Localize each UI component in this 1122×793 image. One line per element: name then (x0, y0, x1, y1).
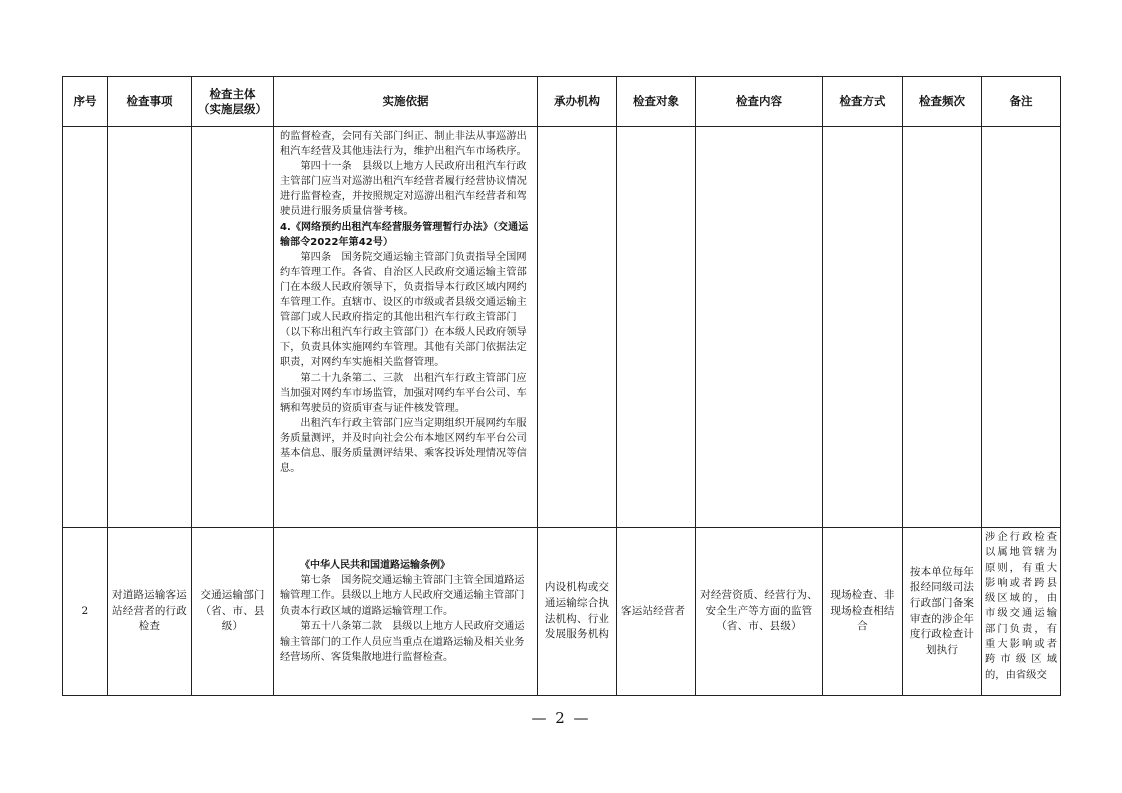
row2-basis-para-0: 第七条 国务院交通运输主管部门主管全国道路运输管理工作。县级以上地方人民政府交通运输主管部门负责本行政区域的道路运输管理工作。 (280, 574, 525, 617)
header-basis: 实施依据 (274, 77, 538, 127)
row1-basis-para-0: 的监督检查，会同有关部门纠正、制止非法从事巡游出租汽车经营及其他违法行为，维护出租汽车市场秩序。 (280, 131, 527, 158)
row1-basis-para-4: 第二十九条第二、三款 出租汽车行政主管部门应当加强对网约车市场监管，加强对网约车平台公司、车辆和驾驶员的资质审查与证件核发管理。 (280, 372, 527, 414)
row1-subject-cell (192, 127, 274, 528)
page-number: — 2 — (531, 709, 591, 727)
row1-basis-para-5: 出租汽车行政主管部门应当定期组织开展网约车服务质量测评，并及时向社会公布本地区网约车平台公司基本信息、服务质量测评结果、乘客投诉处理情况等信息。 (280, 417, 527, 475)
row1-content-cell (696, 127, 823, 528)
row1-frequency-cell (903, 127, 982, 528)
row1-item-cell (108, 127, 192, 528)
row2-item: 对道路运输客运站经营者的行政检查 (108, 528, 192, 696)
header-subject-line2: （实施层级） (198, 101, 267, 116)
table-row (63, 528, 1061, 696)
row1-basis-para-3: 第四条 国务院交通运输主管部门负责指导全国网约车管理工作。各省、自治区人民政府交通运输主管部门在本级人民政府领导下，负责指导本行政区域内网约车管理工作。直辖市、设区的市级或者县级交通运输主管部门或人民政府指定的其他出租汽车行政主管部门（以下称出租汽车行政主管部门）在本级人民政府领导下，负责具体实施网约车管理。其他有关部门依据法定职责，对网约车实施相关监督管理。 (280, 251, 527, 369)
row1-remark-cell (982, 127, 1061, 528)
header-row (63, 77, 1061, 127)
row1-agency-cell (538, 127, 617, 528)
row2-basis-title: 《中华人民共和国道路运输条例》 (300, 559, 450, 571)
inspection-table (62, 76, 1061, 696)
row2-remark: 涉企行政检查以属地管辖为原则，有重大影响或者跨县级区域的，由市级交通运输部门负责，有重大影响或者跨市级区域的，由省级交 (985, 531, 1057, 681)
header-frequency: 检查频次 (903, 77, 982, 127)
row1-seq-cell (63, 127, 108, 528)
row1-object-cell (617, 127, 696, 528)
header-content: 检查内容 (696, 77, 823, 127)
row2-basis-cell (274, 528, 538, 696)
row1-basis-para-1: 第四十一条 县级以上地方人民政府出租汽车行政主管部门应当对巡游出租汽车经营者履行经营协议情况进行监督检查，并按照规定对巡游出租汽车经营者和驾驶员进行服务质量信誉考核。 (280, 161, 527, 218)
header-seq: 序号 (63, 77, 108, 127)
header-subject (192, 77, 274, 127)
row1-basis-cell (274, 127, 538, 528)
header-subject-line1: 检查主体 (209, 87, 256, 102)
header-item: 检查事项 (108, 77, 192, 127)
row2-subject: 交通运输部门（省、市、县级） (192, 528, 274, 696)
row2-basis-para-1: 第五十八条第二款 县级以上地方人民政府交通运输主管部门的工作人员应当重点在道路运输及相关业务经营场所、客货集散地进行监督检查。 (280, 621, 525, 664)
row2-object: 客运站经营者 (617, 528, 696, 696)
row2-agency: 内设机构或交通运输综合执法机构、行业发展服务机构 (538, 528, 617, 696)
row2-remark-cell (982, 528, 1061, 696)
row2-seq: 2 (63, 528, 108, 696)
header-object: 检查对象 (617, 77, 696, 127)
header-agency: 承办机构 (538, 77, 617, 127)
row2-frequency: 按本单位每年报经同级司法行政部门备案审查的涉企年度行政检查计划执行 (903, 528, 982, 696)
header-remark: 备注 (982, 77, 1061, 127)
row2-content: 对经营资质、经营行为、安全生产等方面的监管（省、市、县级） (696, 528, 823, 696)
row1-method-cell (823, 127, 903, 528)
row1-basis-law-title: 4.《网络预约出租汽车经营服务管理暂行办法》（交通运输部令2022年第42号） (280, 221, 529, 248)
row2-method: 现场检查、非现场检查相结合 (823, 528, 903, 696)
header-method: 检查方式 (823, 77, 903, 127)
table-row (63, 127, 1061, 528)
